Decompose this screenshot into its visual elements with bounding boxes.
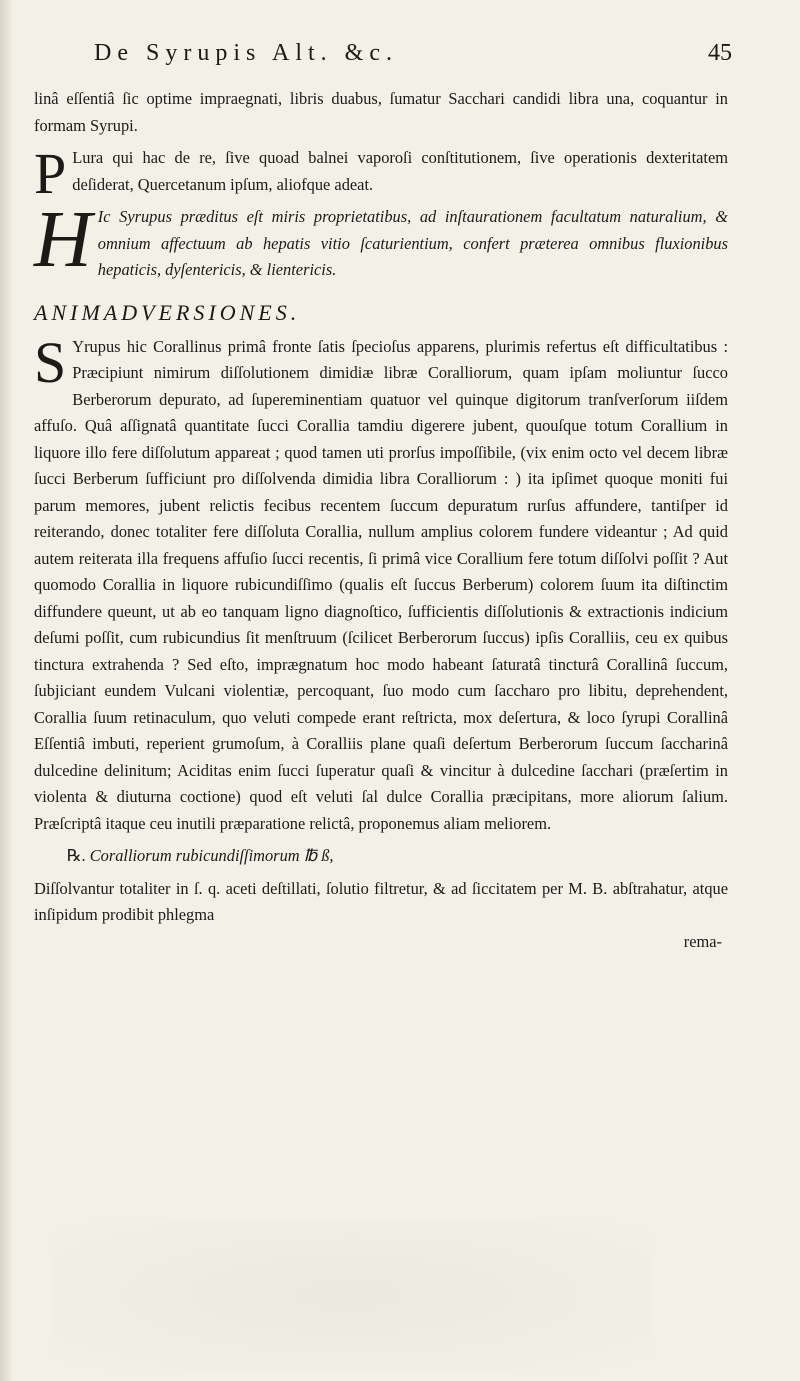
- paragraph-plura: [34, 141, 728, 206]
- paragraph-hic-syrupus: [34, 196, 728, 284]
- recipe-ingredient: Coralliorum rubicundiſſimorum ℔ ß,: [89, 846, 334, 865]
- paragraph-hic-syrupus-text: Ic Syrupus præditus eſt miris proprietatibus, ad inſtaurationem facultatum naturalium, & omnium affectuum ab hepatis vitio ſcaturientium, confert præterea omnibus fluxionibus hepaticis, dyſentericis, & lientericis.: [97, 207, 728, 279]
- paper-stain: [50, 1220, 650, 1370]
- page-binding-shadow: [0, 0, 14, 1381]
- paragraph-animadversiones-text: Yrupus hic Corallinus primâ fronte ſatis ſpecioſus apparens, plurimis refertus eſt difficultatibus : Præcipiunt nimirum diſſolutionem dimidiæ libræ Coralliorum, quam ipſam moliuntur ſucco Berberorum depurato, ad ſupereminentiam quatuor vel quinque digitorum tranſverſorum iiſdem affuſo. Quâ aſſignatâ quantitate ſucci Corallia tamdiu digerere jubent, quouſque totum Corallium in liquore illo fere diſſolutum appareat ; quod tamen uti prorſus impoſſibile, (vix enim octo vel decem libræ ſucci Berberum ſufficiunt pro diſſolvenda dimidia libra Coralliorum : ) ita ipſimet quoque moniti fui parum memores, jubent relictis fecibus recentem ſuccum depuratum rurſus affundere, tantiſper id reiterando, donec totaliter fere diſſoluta Corallia, nullum amplius colorem fundere videantur ; Ad quid autem reiterata illa frequens affuſio ſucci recentis, ſi primâ vice Corallium fere totum diſſolvi poſſit ? Aut quomodo Corallia in liquore rubicundiſſimo (qualis eſt ſuccus Berberum) colorem ſuum ita diſtinctim diffundere queunt, ut ab eo tanquam ligno diagnoſtico, ſufficientis diſſolutionis & extractionis indicium deſumi poſſit, cum rubicundius ſit menſtruum (ſcilicet Berberorum ſuccus) ipſis Coralliis, ceu ex quibus tinctura extrahenda ? Sed eſto, imprægnatum hoc modo habeant ſaturatâ tincturâ Corallinâ ſuccum, ſubjiciant eundem Vulcani violentiæ, percoquant, ſuo modo cum ſaccharo pro libitu, deprehendent, Corallia ſuum retinaculum, quo veluti compede erant reſtricta, mox deſertura, & loco ſyrupi Corallinâ Eſſentiâ imbuti, reperient grumoſum, à Coralliis plane quaſi deſertum Berberorum ſuccum ſaccharinâ dulcedine delinitum; Aciditas enim ſucci ſuperatur quaſi & vincitur à dulcedine ſacchari (præſertim in violenta & diuturna coctione) quod eſt veluti ſal dulce Corallia præcipitans, more aliorum ſalium. Præſcriptâ itaque ceu inutili præparatione relictâ, proponemus aliam meliorem.: [34, 336, 728, 833]
- recipe-line: [34, 843, 728, 870]
- paragraph-intro: linâ eſſentiâ ſic optime impraegnati, libris duabus, ſumatur Sacchari candidi libra una, coquantur in formam Syrupi.: [34, 89, 728, 135]
- drop-cap-h: H: [34, 196, 92, 284]
- recipe-symbol: ℞.: [66, 846, 86, 865]
- catchword: rema-: [683, 931, 722, 951]
- drop-cap-s: S: [34, 329, 67, 395]
- paragraph-plura-text: Lura qui hac de re, ſive quoad balnei vaporoſi conſtitutionem, ſive operationis dexteritatem deſiderat, Quercetanum ipſum, aliofque adeat.: [72, 148, 728, 194]
- section-heading: ANIMADVERSIONES.: [34, 299, 301, 325]
- page-header: [34, 40, 732, 80]
- paragraph-animadversiones: [34, 329, 728, 838]
- page-number: 45: [708, 40, 732, 66]
- paragraph-dissolvantur: Diſſolvantur totaliter in ſ. q. aceti deſtillati, ſolutio filtretur, & ad ſiccitatem per M. B. abſtrahatur, atque inſipidum prodibit phlegma: [34, 878, 728, 924]
- running-title: De Syrupis Alt. &c.: [94, 40, 398, 66]
- drop-cap-p: P: [34, 141, 67, 206]
